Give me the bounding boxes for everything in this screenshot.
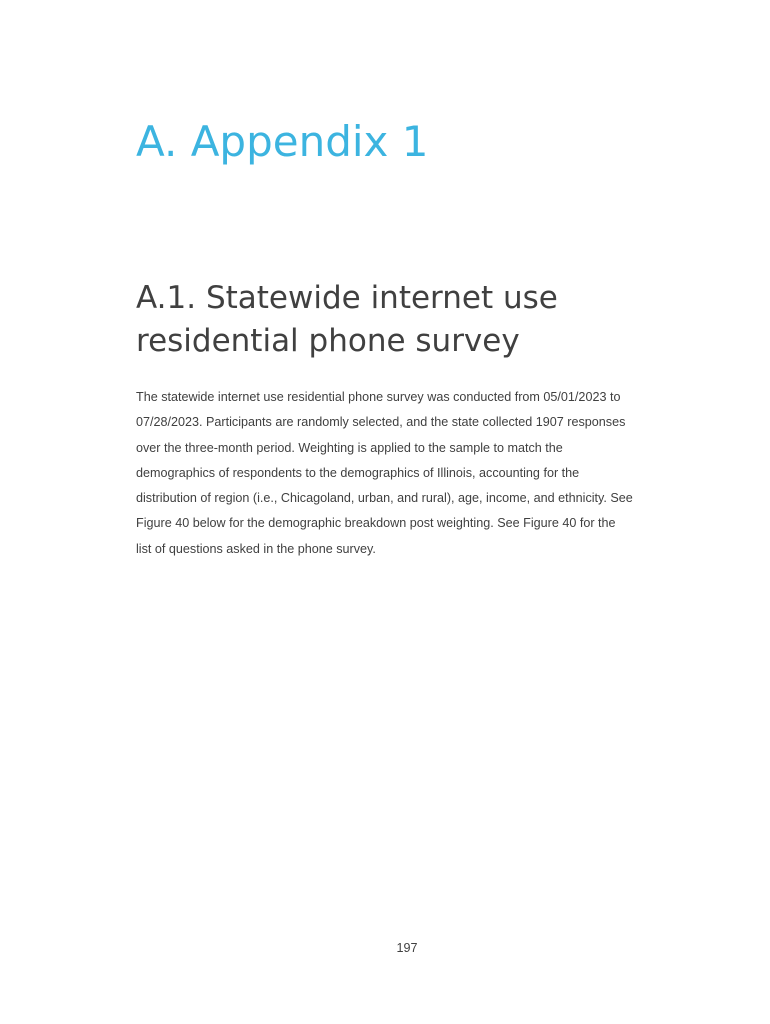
page-number: 197	[396, 941, 418, 955]
section-title-line-1: A.1. Statewide internet use	[136, 280, 558, 316]
paragraph-line: distribution of region (i.e., Chicagoland, urban, and rural), age, income, and ethnicity. See	[136, 491, 633, 506]
section-title-line-2: residential phone survey	[136, 323, 520, 359]
paragraph-line: demographics of respondents to the demographics of Illinois, accounting for the	[136, 465, 580, 480]
paragraph-line: over the three-month period. Weighting is applied to the sample to match the	[136, 440, 563, 455]
body-paragraph	[136, 385, 696, 562]
paragraph-line: list of questions asked in the phone survey.	[136, 541, 376, 556]
paragraph-line: 07/28/2023. Participants are randomly selected, and the state collected 1907 responses	[136, 415, 626, 430]
paragraph-line: The statewide internet use residential phone survey was conducted from 05/01/2023 to	[136, 390, 621, 404]
section-title	[136, 277, 696, 363]
paragraph-line: Figure 40 below for the demographic breakdown post weighting. See Figure 40 for the	[136, 516, 616, 531]
appendix-title: A. Appendix 1	[136, 117, 429, 166]
